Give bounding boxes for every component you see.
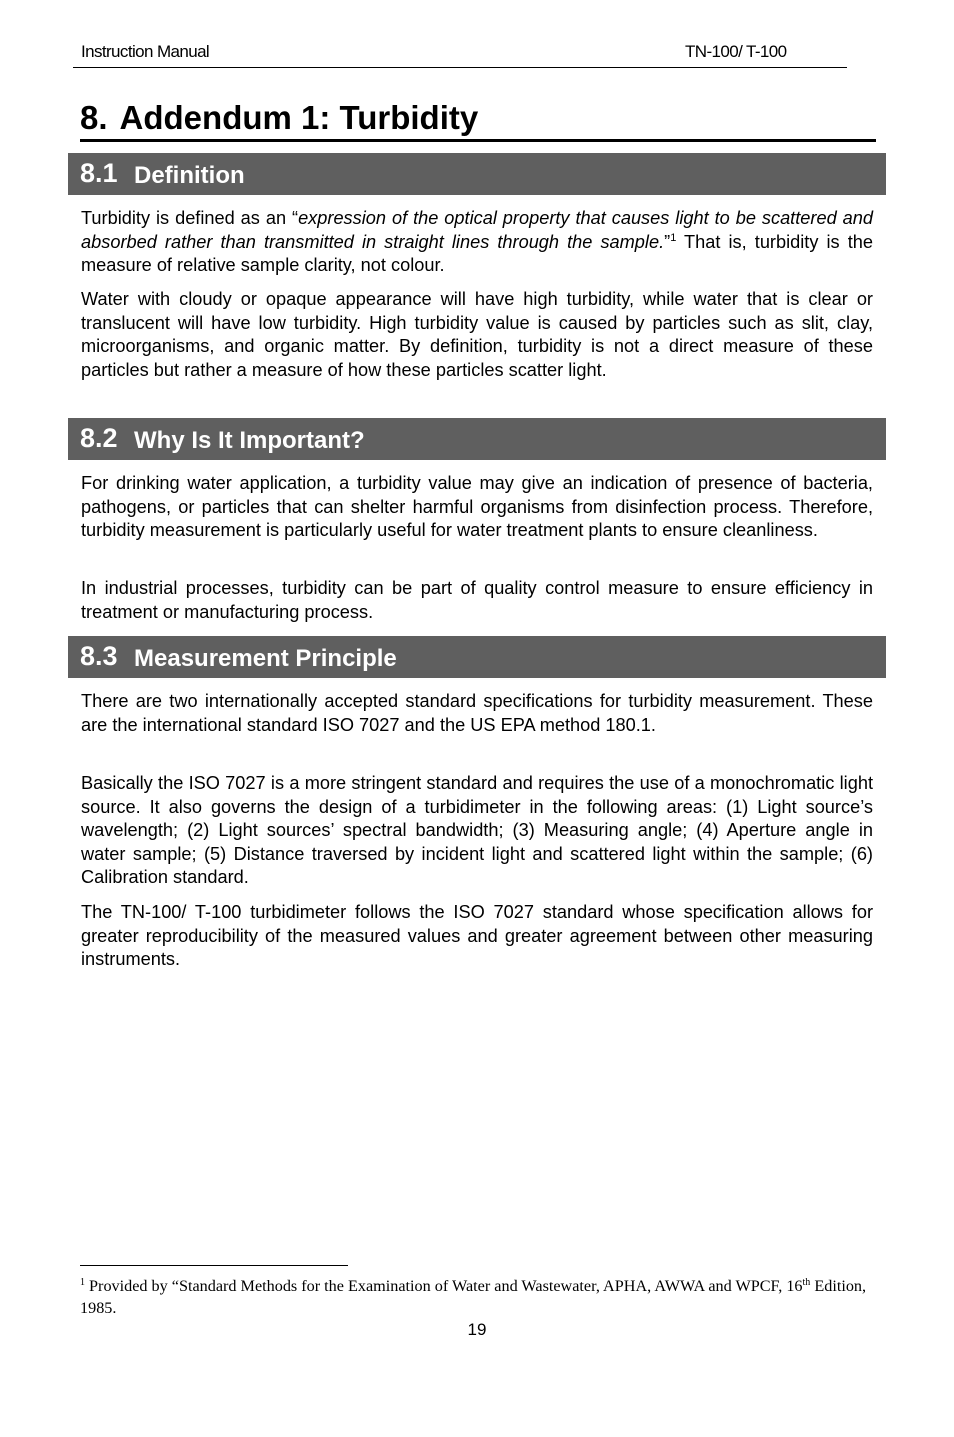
closing-quote: ” [664, 231, 671, 252]
section-heading-definition [68, 153, 886, 195]
section-heading-importance [68, 418, 886, 460]
section-title: Definition [134, 162, 245, 189]
chapter-number: 8. [80, 99, 108, 136]
paragraph-drinking-water: For drinking water application, a turbidity value may give an indication of presence of bacteria, pathogens, or particles that can shelter harmful organisms from disinfection process. Therefore, turbidity measurement is particularly useful for water treatment plants to ensure cleanliness. [81, 473, 873, 541]
footnote-reference: 1 [670, 231, 677, 244]
footnote-separator [80, 1265, 348, 1266]
footnote-marker: 1 [80, 1277, 85, 1288]
section-heading-measurement-principle [68, 636, 886, 678]
header-model-name: TN-100/ T-100 [685, 42, 787, 61]
paragraph-definition-quote [81, 207, 873, 278]
ordinal-suffix: th [802, 1277, 811, 1288]
chapter-title [80, 96, 876, 142]
paragraph-turbidity-appearance: Water with cloudy or opaque appearance will have high turbidity, while water that is clear or translucent will have low turbidity. High turbidity value is caused by particles such as slit, clay, microorganisms, and organic matter. By definition, turbidity is not a direct measure of these particles but rather a measure of how these particles scatter light. [81, 289, 873, 380]
quoted-definition: expression of the optical property that causes light to be scattered and absorbed rather than transmitted in straight lines through the sample. [81, 208, 873, 252]
paragraph-standard-specifications: There are two internationally accepted standard specifications for turbidity measurement. These are the international standard ISO 7027 and the US EPA method 180.1. [81, 691, 873, 735]
paragraph-text: Turbidity is defined as an “ [81, 208, 299, 228]
section-number: 8.3 [80, 641, 118, 671]
paragraph-industrial-processes: In industrial processes, turbidity can be part of quality control measure to ensure efficiency in treatment or manufacturing process. [81, 578, 873, 622]
paragraph-turbidimeter-standard: The TN-100/ T-100 turbidimeter follows the ISO 7027 standard whose specification allows for greater reproducibility of the measured values and greater agreement between other measuring instruments. [81, 902, 873, 970]
header-manual-title: Instruction Manual [81, 42, 210, 61]
section-title: Why Is It Important? [134, 427, 365, 454]
footnote-text-end: Edition, 1985. [80, 1277, 867, 1317]
paragraph-text: That is, turbidity is the measure of relative sample clarity, not colour. [81, 231, 873, 276]
running-header [73, 40, 847, 68]
footnote-text: Provided by “Standard Methods for the Examination of Water and Wastewater, APHA, AWWA and WPCF, 16 [85, 1277, 803, 1295]
page-number: 19 [467, 1320, 487, 1339]
chapter-title-text: Addendum 1: Turbidity [119, 99, 479, 136]
section-title: Measurement Principle [134, 645, 397, 672]
footnote [80, 1276, 870, 1319]
section-number: 8.1 [80, 158, 118, 188]
section-number: 8.2 [80, 423, 118, 453]
paragraph-iso-7027: Basically the ISO 7027 is a more stringent standard and requires the use of a monochromatic light source. It also governs the design of a turbidimeter in the following areas: (1) Light source’s wavelength; (2) Light sources’ spectral bandwidth; (3) Measuring angle; (4) Aperture angle in water sample; (5) Distance traversed by incident light and scattered light within the sample; (6) Calibration standard. [81, 773, 873, 888]
